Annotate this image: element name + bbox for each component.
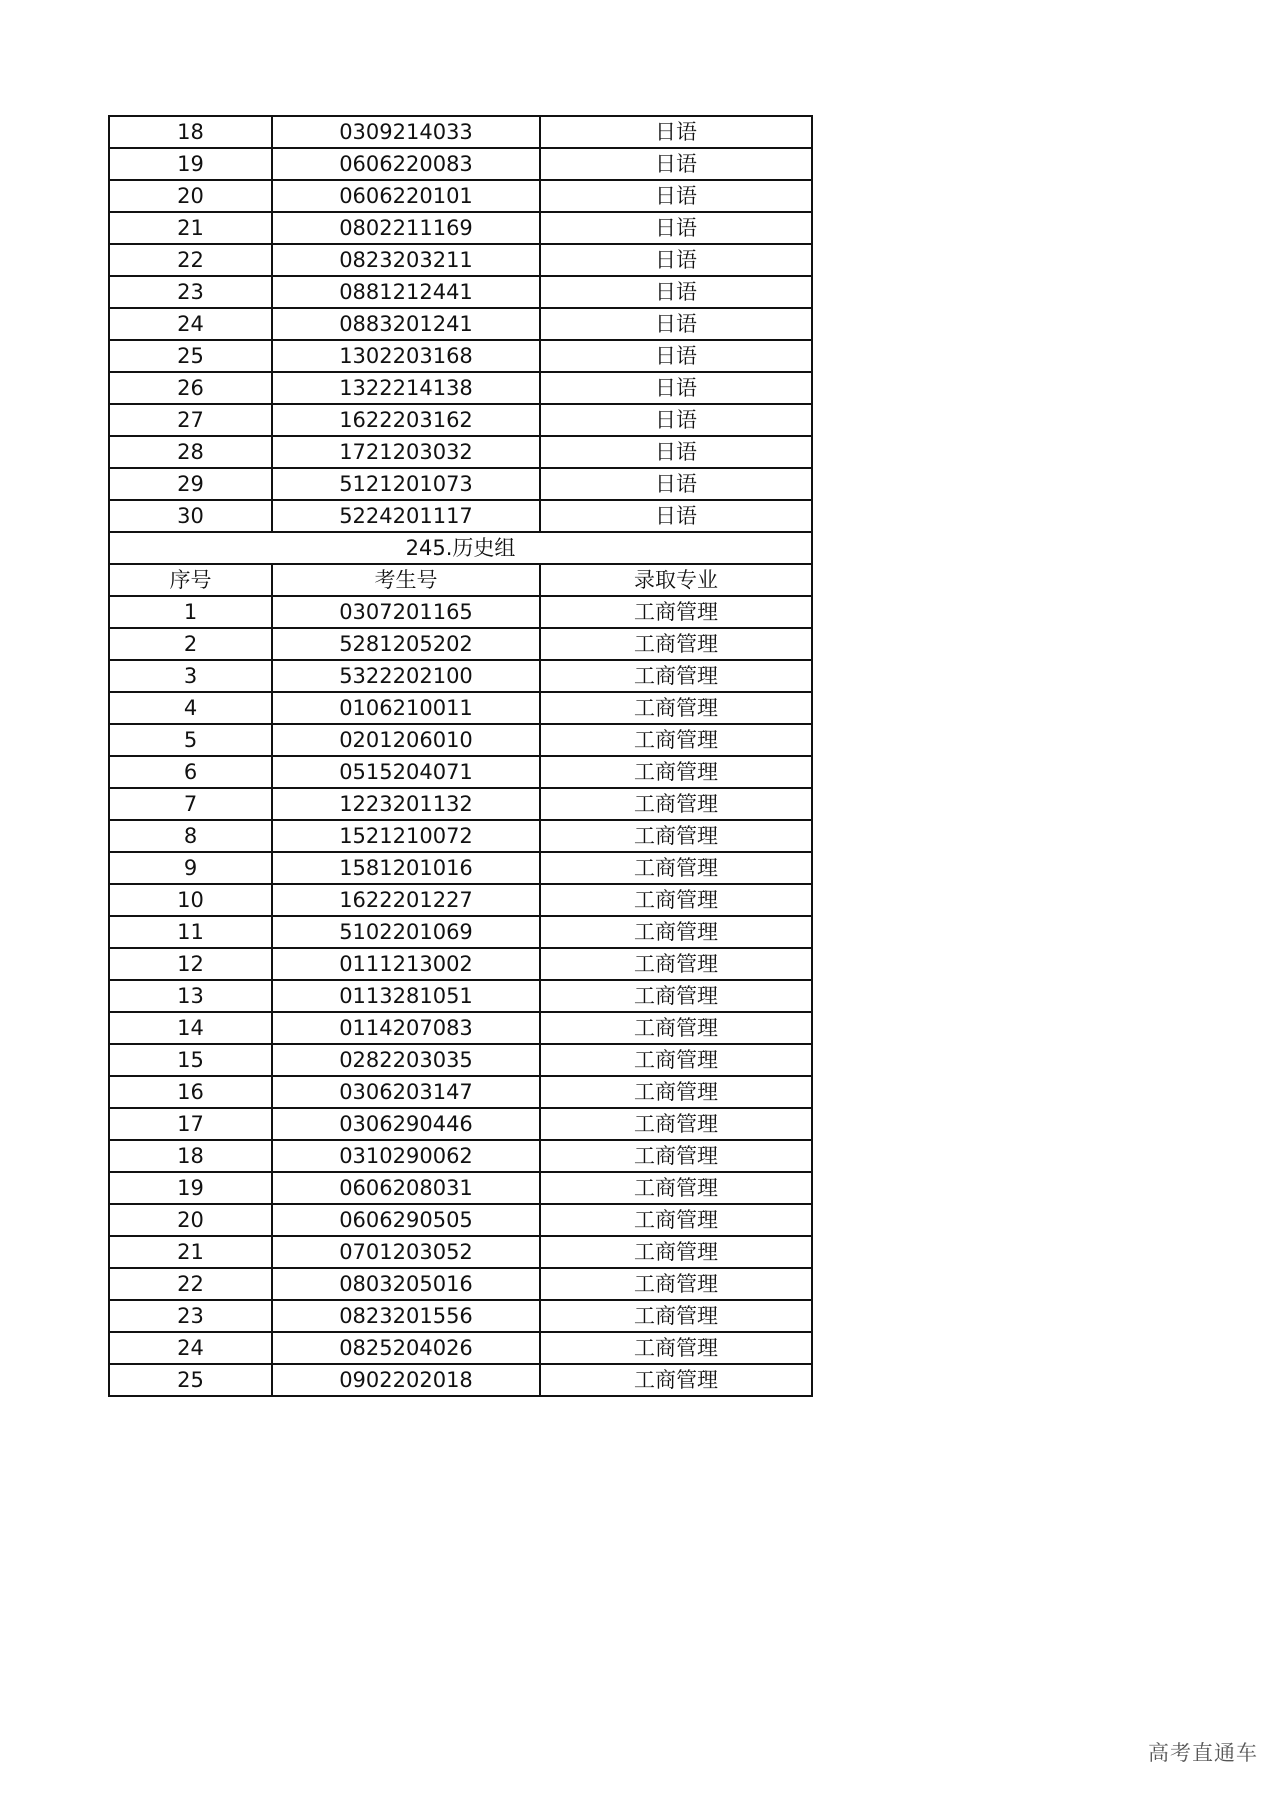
cell-exam-id: 1581201016 [272, 852, 540, 884]
cell-exam-id: 0606208031 [272, 1172, 540, 1204]
cell-exam-id: 0701203052 [272, 1236, 540, 1268]
cell-exam-id: 0902202018 [272, 1364, 540, 1396]
table-row [109, 404, 812, 436]
group-title: 245.历史组 [109, 532, 812, 564]
table-row [109, 1332, 812, 1364]
cell-seq: 24 [109, 308, 272, 340]
cell-seq: 26 [109, 372, 272, 404]
cell-major: 工商管理 [540, 1108, 812, 1140]
cell-seq: 14 [109, 1012, 272, 1044]
cell-seq: 4 [109, 692, 272, 724]
cell-seq: 15 [109, 1044, 272, 1076]
table-row [109, 212, 812, 244]
cell-exam-id: 0106210011 [272, 692, 540, 724]
table-row [109, 244, 812, 276]
cell-exam-id: 0309214033 [272, 116, 540, 148]
cell-seq: 25 [109, 340, 272, 372]
cell-exam-id: 1721203032 [272, 436, 540, 468]
cell-major: 工商管理 [540, 884, 812, 916]
admission-table [108, 115, 813, 1397]
cell-exam-id: 5281205202 [272, 628, 540, 660]
cell-exam-id: 5224201117 [272, 500, 540, 532]
cell-seq: 10 [109, 884, 272, 916]
cell-exam-id: 0306203147 [272, 1076, 540, 1108]
table-row [109, 660, 812, 692]
cell-major: 日语 [540, 212, 812, 244]
cell-exam-id: 5102201069 [272, 916, 540, 948]
cell-exam-id: 0113281051 [272, 980, 540, 1012]
cell-seq: 17 [109, 1108, 272, 1140]
cell-exam-id: 0606290505 [272, 1204, 540, 1236]
cell-exam-id: 0823201556 [272, 1300, 540, 1332]
cell-seq: 3 [109, 660, 272, 692]
table-row [109, 1364, 812, 1396]
cell-exam-id: 0881212441 [272, 276, 540, 308]
cell-exam-id: 1322214138 [272, 372, 540, 404]
cell-seq: 13 [109, 980, 272, 1012]
table-row [109, 180, 812, 212]
cell-seq: 18 [109, 1140, 272, 1172]
cell-seq: 27 [109, 404, 272, 436]
cell-seq: 7 [109, 788, 272, 820]
header-id: 考生号 [272, 564, 540, 596]
cell-seq: 24 [109, 1332, 272, 1364]
cell-exam-id: 0606220083 [272, 148, 540, 180]
table-row [109, 1236, 812, 1268]
cell-major: 日语 [540, 148, 812, 180]
cell-major: 日语 [540, 468, 812, 500]
cell-exam-id: 0883201241 [272, 308, 540, 340]
table-row [109, 884, 812, 916]
table-row [109, 1140, 812, 1172]
cell-major: 日语 [540, 116, 812, 148]
cell-exam-id: 0201206010 [272, 724, 540, 756]
cell-major: 日语 [540, 372, 812, 404]
cell-exam-id: 1302203168 [272, 340, 540, 372]
cell-exam-id: 0802211169 [272, 212, 540, 244]
cell-major: 工商管理 [540, 948, 812, 980]
cell-exam-id: 0114207083 [272, 1012, 540, 1044]
cell-seq: 8 [109, 820, 272, 852]
cell-exam-id: 5121201073 [272, 468, 540, 500]
cell-exam-id: 0310290062 [272, 1140, 540, 1172]
cell-seq: 11 [109, 916, 272, 948]
cell-seq: 9 [109, 852, 272, 884]
group-rows [109, 596, 812, 1396]
cell-major: 工商管理 [540, 1172, 812, 1204]
table-row [109, 852, 812, 884]
table-row [109, 340, 812, 372]
cell-major: 工商管理 [540, 1236, 812, 1268]
cell-major: 工商管理 [540, 1012, 812, 1044]
table-row [109, 1268, 812, 1300]
cell-major: 日语 [540, 244, 812, 276]
cell-major: 日语 [540, 180, 812, 212]
cell-major: 工商管理 [540, 724, 812, 756]
table-row [109, 724, 812, 756]
cell-major: 工商管理 [540, 1076, 812, 1108]
table-row [109, 276, 812, 308]
header-row [109, 564, 812, 596]
cell-seq: 19 [109, 1172, 272, 1204]
cell-exam-id: 1622203162 [272, 404, 540, 436]
cell-seq: 18 [109, 116, 272, 148]
cell-exam-id: 0606220101 [272, 180, 540, 212]
cell-exam-id: 1521210072 [272, 820, 540, 852]
table-row [109, 596, 812, 628]
cell-seq: 12 [109, 948, 272, 980]
table-row [109, 948, 812, 980]
table-row [109, 1172, 812, 1204]
cell-major: 日语 [540, 308, 812, 340]
table-row [109, 1108, 812, 1140]
cell-seq: 23 [109, 276, 272, 308]
cell-exam-id: 0111213002 [272, 948, 540, 980]
cell-major: 工商管理 [540, 1140, 812, 1172]
cell-exam-id: 0823203211 [272, 244, 540, 276]
cell-seq: 28 [109, 436, 272, 468]
table-row [109, 916, 812, 948]
cell-seq: 1 [109, 596, 272, 628]
cell-seq: 22 [109, 1268, 272, 1300]
group-section [109, 532, 812, 596]
group-title-row [109, 532, 812, 564]
table-row [109, 436, 812, 468]
table-row [109, 1012, 812, 1044]
table-row [109, 1300, 812, 1332]
cell-exam-id: 0825204026 [272, 1332, 540, 1364]
header-major: 录取专业 [540, 564, 812, 596]
cell-exam-id: 1223201132 [272, 788, 540, 820]
cell-seq: 21 [109, 1236, 272, 1268]
cell-major: 工商管理 [540, 916, 812, 948]
watermark-text: 高考直通车 [1148, 1741, 1258, 1765]
cell-major: 工商管理 [540, 1268, 812, 1300]
cell-seq: 30 [109, 500, 272, 532]
cell-major: 工商管理 [540, 788, 812, 820]
table-row [109, 788, 812, 820]
cell-major: 工商管理 [540, 692, 812, 724]
cell-major: 工商管理 [540, 1332, 812, 1364]
cell-major: 日语 [540, 500, 812, 532]
cell-seq: 25 [109, 1364, 272, 1396]
table-row [109, 308, 812, 340]
cell-seq: 20 [109, 1204, 272, 1236]
cell-seq: 29 [109, 468, 272, 500]
cell-major: 工商管理 [540, 852, 812, 884]
cell-seq: 20 [109, 180, 272, 212]
cell-seq: 19 [109, 148, 272, 180]
cell-seq: 6 [109, 756, 272, 788]
table-row [109, 1204, 812, 1236]
cell-major: 工商管理 [540, 1204, 812, 1236]
cell-major: 日语 [540, 404, 812, 436]
table-row [109, 148, 812, 180]
cell-exam-id: 0515204071 [272, 756, 540, 788]
top-rows [109, 116, 812, 532]
cell-major: 工商管理 [540, 660, 812, 692]
cell-seq: 16 [109, 1076, 272, 1108]
cell-major: 工商管理 [540, 756, 812, 788]
table-row [109, 500, 812, 532]
cell-seq: 23 [109, 1300, 272, 1332]
cell-exam-id: 1622201227 [272, 884, 540, 916]
table-row [109, 692, 812, 724]
cell-major: 工商管理 [540, 1044, 812, 1076]
cell-seq: 21 [109, 212, 272, 244]
cell-exam-id: 0282203035 [272, 1044, 540, 1076]
cell-major: 工商管理 [540, 596, 812, 628]
cell-exam-id: 0803205016 [272, 1268, 540, 1300]
cell-seq: 2 [109, 628, 272, 660]
table-row [109, 628, 812, 660]
table-row [109, 1076, 812, 1108]
cell-major: 工商管理 [540, 1300, 812, 1332]
cell-major: 日语 [540, 276, 812, 308]
cell-major: 工商管理 [540, 1364, 812, 1396]
cell-major: 工商管理 [540, 820, 812, 852]
table-row [109, 980, 812, 1012]
cell-exam-id: 0307201165 [272, 596, 540, 628]
table-row [109, 820, 812, 852]
cell-major: 日语 [540, 340, 812, 372]
cell-major: 工商管理 [540, 980, 812, 1012]
table-row [109, 1044, 812, 1076]
cell-seq: 5 [109, 724, 272, 756]
cell-exam-id: 5322202100 [272, 660, 540, 692]
cell-seq: 22 [109, 244, 272, 276]
cell-major: 日语 [540, 436, 812, 468]
cell-major: 工商管理 [540, 628, 812, 660]
table-row [109, 756, 812, 788]
header-seq: 序号 [109, 564, 272, 596]
table-row [109, 372, 812, 404]
table-row [109, 116, 812, 148]
cell-exam-id: 0306290446 [272, 1108, 540, 1140]
table-row [109, 468, 812, 500]
